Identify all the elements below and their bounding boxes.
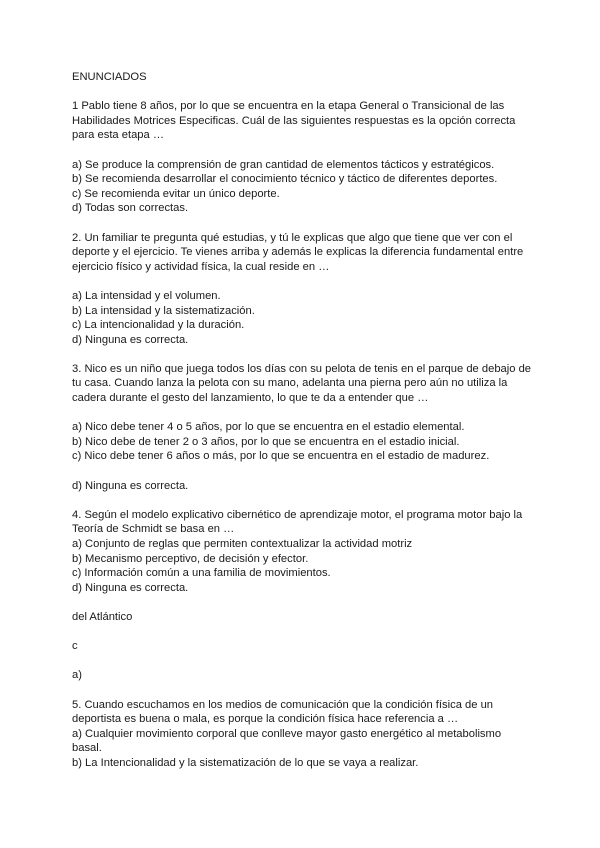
question-2-stem: 2. Un familiar te pregunta qué estudias, y tú le explicas que algo que tiene que ver con el deporte y el ejercicio. Te vienes arriba y además le explicas la diferencia fundamental entre ejercicio físico y actividad física, la cual reside en …: [72, 231, 524, 273]
question-2-option-c: c) La intencionalidad y la duración.: [72, 319, 245, 332]
question-1-option-d: d) Todas son correctas.: [72, 202, 189, 215]
question-2-option-a: a) La intensidad y el volumen.: [72, 289, 221, 302]
question-2-option-d: d) Ninguna es correcta.: [72, 333, 189, 346]
question-3-option-a: a) Nico debe tener 4 o 5 años, por lo que se encuentra en el estadio elemental.: [72, 421, 465, 434]
question-3-option-b: b) Nico debe de tener 2 o 3 años, por lo que se encuentra en el estadio inicial.: [72, 435, 460, 448]
question-3-option-c: c) Nico debe tener 6 años o más, por lo que se encuentra en el estadio de madurez.: [72, 450, 490, 463]
question-2-option-b: b) La intensidad y la sistematización.: [72, 304, 255, 317]
question-1-option-a: a) Se produce la comprensión de gran cantidad de elementos tácticos y estratégicos.: [72, 158, 495, 171]
note-line-2: c: [72, 640, 78, 653]
question-3-stem: 3. Nico es un niño que juega todos los días con su pelota de tenis en el parque de debajo de tu casa. Cuando lanza la pelota con su mano, adelanta una pierna pero aún no utiliza la cadera durante el gesto del lanzamiento, lo que te da a entender que …: [72, 362, 532, 405]
note-line-3: a): [72, 669, 82, 682]
question-1-stem: 1 Pablo tiene 8 años, por lo que se encuentra en la etapa General o Transicional de las Habilidades Motrices Especificas. Cuál de las siguientes respuestas es la opción correcta para esta etapa …: [72, 100, 516, 142]
question-4-option-d: d) Ninguna es correcta.: [72, 581, 189, 594]
question-4-stem: 4. Según el modelo explicativo cibernético de aprendizaje motor, el programa motor bajo la Teoría de Schmidt se basa en …: [72, 508, 523, 536]
question-4-option-c: c) Información común a una familia de movimientos.: [72, 567, 331, 580]
question-5-option-a: a) Cualquier movimiento corporal que conlleve mayor gasto energético al metabolismo basal.: [72, 727, 502, 755]
question-5-stem: 5. Cuando escuchamos en los medios de comunicación que la condición física de un deportista es buena o mala, es porque la condición física hace referencia a …: [72, 698, 494, 726]
note-line-1: del Atlántico: [72, 610, 133, 623]
question-1-option-b: b) Se recomienda desarrollar el conocimiento técnico y táctico de diferentes deportes.: [72, 173, 498, 186]
question-4-option-a: a) Conjunto de reglas que permiten contextualizar la actividad motriz: [72, 538, 413, 550]
document-title: ENUNCIADOS: [72, 71, 147, 83]
question-5-option-b: b) La Intencionalidad y la sistematización de lo que se vaya a realizar.: [72, 756, 419, 769]
question-3-option-d: d) Ninguna es correcta.: [72, 479, 189, 492]
document-page: [72, 70, 534, 771]
question-1-option-c: c) Se recomienda evitar un único deporte.: [72, 187, 280, 200]
question-4-option-b: b) Mecanismo perceptivo, de decisión y efector.: [72, 552, 309, 565]
